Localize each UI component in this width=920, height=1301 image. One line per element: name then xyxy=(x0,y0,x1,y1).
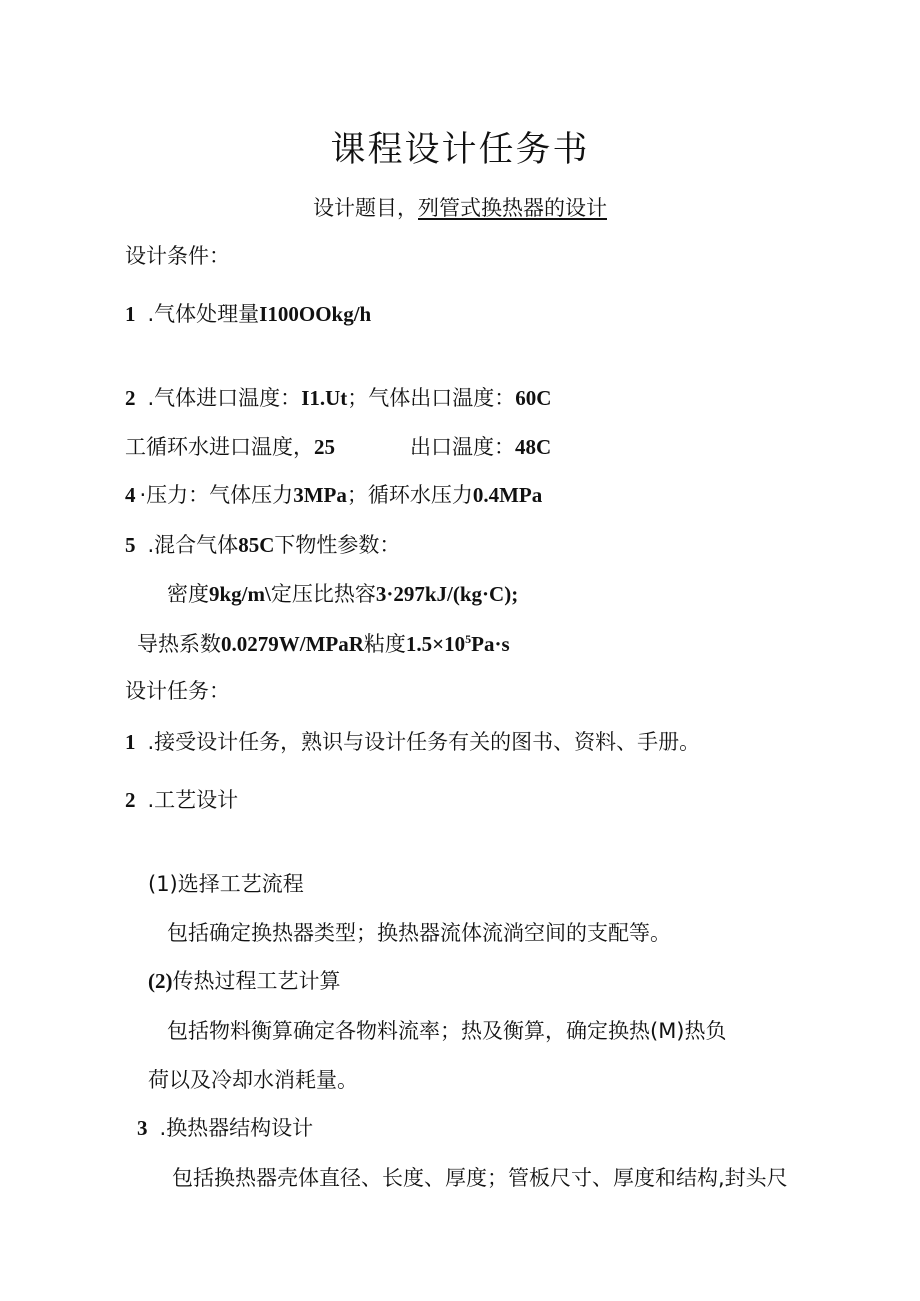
item-text: ；气体出口温度： xyxy=(347,386,516,410)
item-text: 出口温度： xyxy=(410,435,515,459)
task-2-2-heading xyxy=(148,967,341,995)
item-number: 1 xyxy=(125,302,136,326)
item-value: 0.4MPa xyxy=(472,483,543,507)
item-text: .工艺设计 xyxy=(147,788,239,812)
condition-item-3-outlet xyxy=(410,433,551,461)
item-text: .接受设计任务，熟识与设计任务有关的图书、资料、手册。 xyxy=(147,730,701,754)
properties-line-2 xyxy=(137,630,510,658)
item-number: 4 xyxy=(125,483,136,507)
prop-exponent: 5 xyxy=(465,632,472,646)
tasks-heading: 设计任务： xyxy=(125,679,230,703)
prop-value: 1.5×10 xyxy=(405,632,466,656)
item-number: 2 xyxy=(125,788,136,812)
item-text: .混合气体 xyxy=(147,533,239,557)
item-value: 3MPa xyxy=(293,483,347,507)
prop-text: 定压比热容 xyxy=(270,582,376,606)
item-number: 1 xyxy=(125,730,136,754)
condition-item-2 xyxy=(125,384,551,412)
condition-item-1 xyxy=(125,300,371,328)
item-value: I1.Ut xyxy=(301,386,348,410)
conditions-heading: 设计条件： xyxy=(125,244,230,268)
item-text: 下物性参数： xyxy=(274,533,401,557)
properties-line-1 xyxy=(167,580,518,608)
item-text: ·压力：气体压力 xyxy=(139,483,294,507)
condition-item-3 xyxy=(125,433,335,461)
condition-item-4 xyxy=(125,481,542,509)
prop-value: 0.0279W/MPaR xyxy=(221,632,364,656)
item-value: 85C xyxy=(238,533,275,557)
item-value: 60C xyxy=(515,386,552,410)
task-item-3 xyxy=(137,1114,313,1142)
task-2-1-heading: (1)选择工艺流程 xyxy=(148,872,304,896)
item-text: .换热器结构设计 xyxy=(159,1116,314,1140)
item-text: .气体进口温度： xyxy=(147,386,302,410)
item-value: I100OOkg/h xyxy=(259,302,372,326)
prop-value: 3·297kJ/(kg·C); xyxy=(375,582,519,606)
task-2-2-body-line-2: 荷以及冷却水消耗量。 xyxy=(148,1068,358,1092)
prop-unit: Pa·s xyxy=(471,632,510,656)
item-number: (2) xyxy=(148,969,173,993)
page-title: 课程设计任务书 xyxy=(330,130,590,170)
task-item-2 xyxy=(125,786,238,814)
prop-text: 粘度 xyxy=(363,632,406,656)
prop-text: 密度 xyxy=(167,582,209,606)
topic-label: 设计题目， xyxy=(313,196,418,220)
prop-text: 导热系数 xyxy=(137,632,221,656)
item-number: 5 xyxy=(125,533,136,557)
condition-item-5 xyxy=(125,531,400,559)
task-3-body: 包括换热器壳体直径、长度、厚度；管板尺寸、厚度和结构,封头尺 xyxy=(172,1166,788,1190)
item-value: 48C xyxy=(515,435,552,459)
prop-value: 9kg/m\ xyxy=(209,582,271,606)
item-text: .气体处理量 xyxy=(147,302,260,326)
item-number: 3 xyxy=(137,1116,148,1140)
task-2-1-body: 包括确定换热器类型；换热器流体流淌空间的支配等。 xyxy=(167,921,671,945)
task-item-1 xyxy=(125,728,700,756)
topic-value: 列管式换热器的设计 xyxy=(418,196,607,220)
task-2-2-body-line-1: 包括物料衡算确定各物料流率；热及衡算，确定换热(M)热负 xyxy=(167,1019,727,1043)
item-text: 工循环水进口温度， xyxy=(125,435,314,459)
item-number: 2 xyxy=(125,386,136,410)
item-value: 25 xyxy=(314,435,335,459)
item-text: 传热过程工艺计算 xyxy=(172,969,341,993)
design-topic xyxy=(0,194,920,222)
item-text: ；循环水压力 xyxy=(346,483,473,507)
